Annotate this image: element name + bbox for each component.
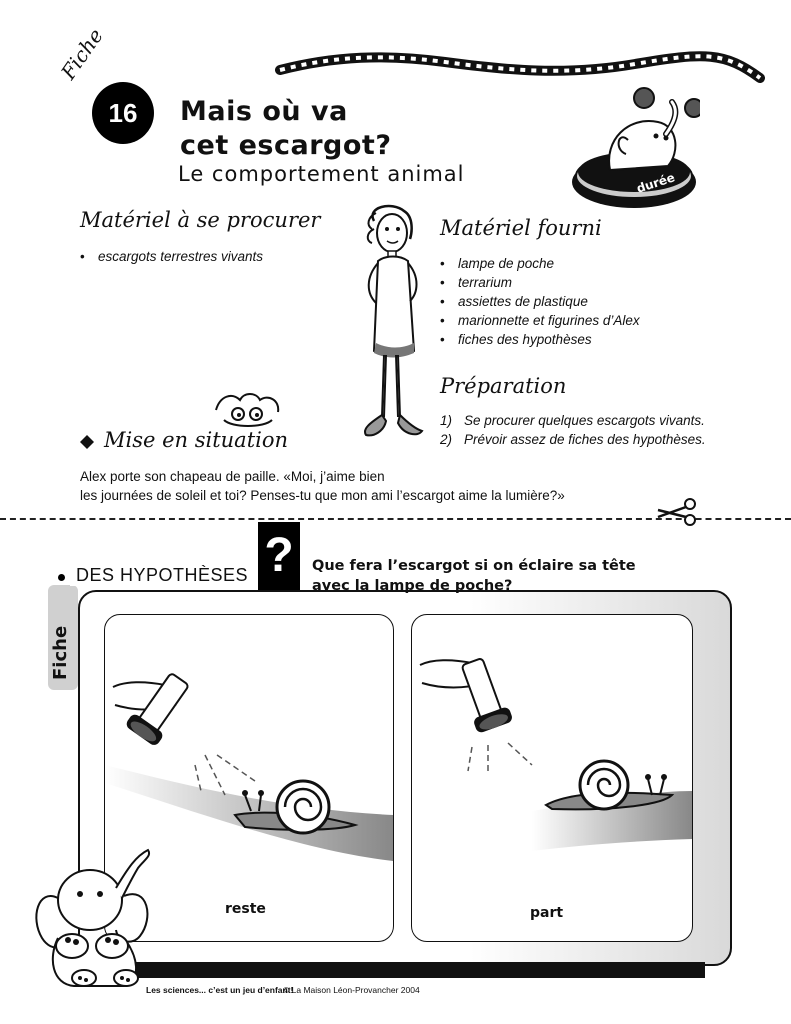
list-item: • lampe de poche	[440, 254, 640, 273]
page-subtitle: Le comportement animal	[178, 162, 465, 186]
hypotheses-question: Que fera l’escargot si on éclaire sa tête avec la lampe de poche?	[312, 558, 636, 594]
page-title-line2: cet escargot?	[180, 130, 392, 161]
materiel-procurer-heading: Matériel à se procurer	[80, 208, 321, 232]
list-item: 2) Prévoir assez de fiches des hypothèses.	[440, 432, 706, 447]
peeking-face-icon	[210, 390, 284, 430]
question-mark-box: ?	[258, 522, 300, 590]
answer-reste: reste	[225, 901, 266, 917]
fiche-tab-label: Fiche	[50, 625, 71, 680]
fiche-number-badge: 16	[92, 82, 154, 144]
preparation-steps	[440, 411, 706, 449]
hypothesis-panel-part[interactable]	[411, 614, 693, 942]
list-item: • marionnette et figurines d’Alex	[440, 311, 640, 330]
materiel-fourni-heading: Matériel fourni	[440, 216, 602, 240]
list-item: 1) Se procurer quelques escargots vivants.	[440, 413, 705, 428]
footer-copyright: © La Maison Léon-Provancher 2004	[283, 985, 420, 995]
snail-leaves-illustration	[412, 615, 692, 941]
card-bottom-bar	[130, 962, 705, 978]
fiche-label: Fiche	[56, 23, 108, 84]
girl-illustration	[352, 203, 432, 443]
mise-en-situation-heading: Mise en situation	[104, 428, 289, 452]
page-title-line1: Mais où va	[180, 96, 348, 127]
mise-en-situation-text: Alex porte son chapeau de paille. «Moi, j’aime bien les journées de soleil et toi? Penses-tu que mon ami l’escargot aime la lumière?»	[80, 469, 565, 503]
preparation-heading: Préparation	[440, 374, 567, 398]
materiel-procurer-list	[80, 247, 263, 266]
materiel-fourni-list	[440, 254, 640, 349]
bullet-diamond-icon	[79, 434, 95, 450]
bullet-dot-icon	[58, 574, 65, 581]
elephant-juggling-illustration	[568, 80, 700, 212]
hypotheses-title: DES HYPOTHÈSES	[70, 565, 254, 586]
footer-brand: Les sciences... c’est un jeu d’enfant!	[146, 985, 294, 995]
scissors-icon	[654, 498, 698, 526]
elephant-sitting-illustration	[28, 838, 158, 988]
duration-label: durée	[634, 170, 677, 196]
list-item: • assiettes de plastique	[440, 292, 640, 311]
list-item: • fiches des hypothèses	[440, 330, 640, 349]
list-item: • escargots terrestres vivants	[80, 247, 263, 266]
answer-part: part	[530, 905, 564, 921]
list-item: • terrarium	[440, 273, 640, 292]
